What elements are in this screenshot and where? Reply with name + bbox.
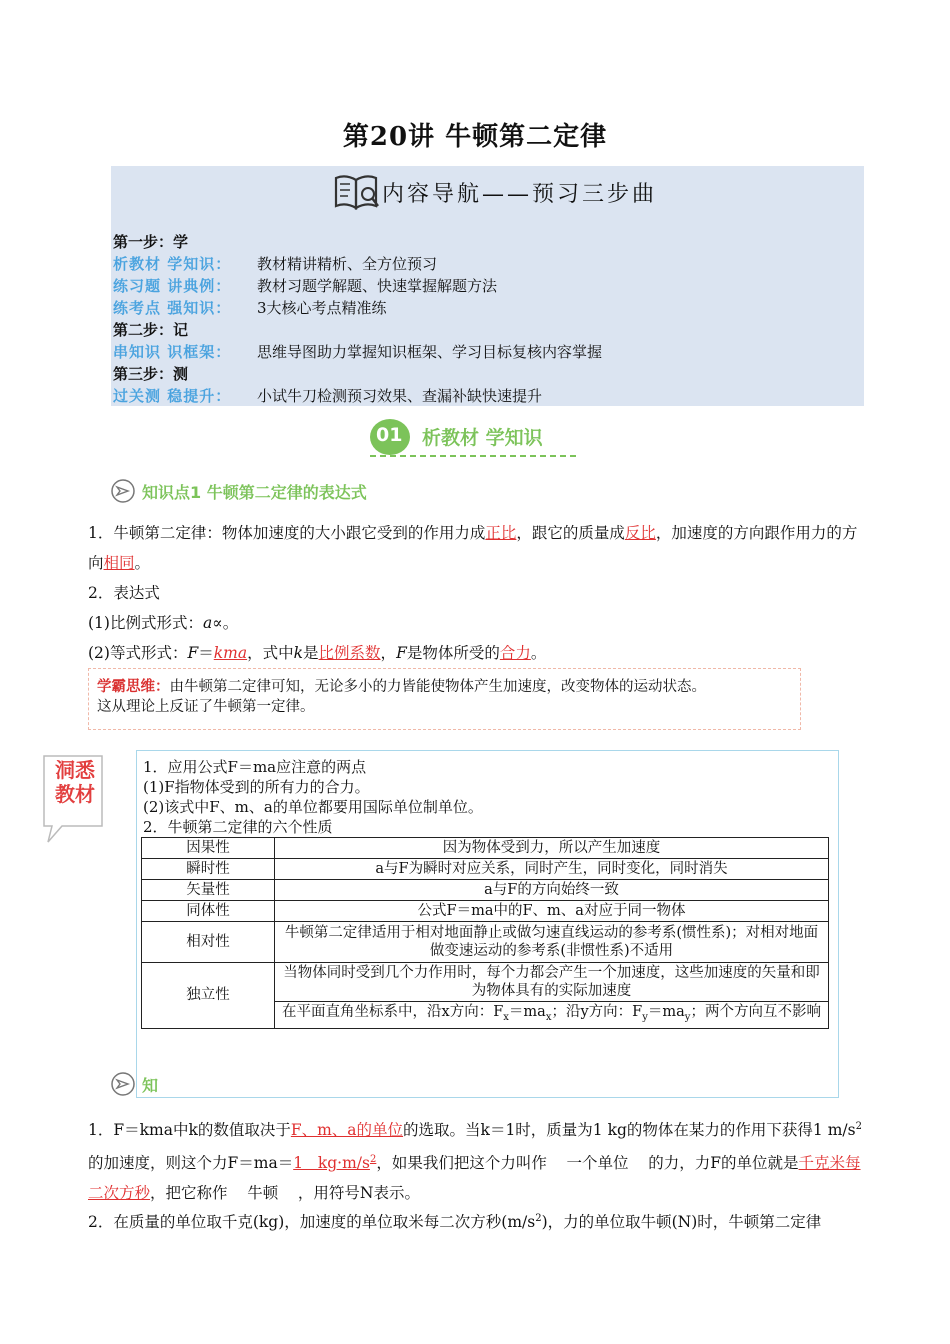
answer-blank: F、m、a的单位 bbox=[290, 1121, 404, 1140]
xueba-label: 学霸思维： bbox=[97, 679, 170, 695]
text: 1．牛顿第二定律：物体加速度的大小跟它受到的作用力成 bbox=[88, 524, 486, 542]
table-row bbox=[142, 838, 829, 859]
subscript: y bbox=[684, 1011, 691, 1023]
nav-row-5-desc: 小试牛刀检测预习效果、查漏补缺快速提升 bbox=[257, 387, 543, 405]
nav-row-2-desc: 教材习题学解题、快速掌握解题方法 bbox=[257, 277, 498, 295]
kp2-heading bbox=[110, 1071, 158, 1097]
insight-badge-text: 洞悉教材 bbox=[55, 758, 95, 806]
section-number: 01 bbox=[376, 424, 403, 446]
text: 。 bbox=[222, 614, 239, 632]
kp1-heading-text: 知识点1 牛顿第二定律的表达式 bbox=[142, 482, 367, 502]
nav-row-2 bbox=[113, 275, 498, 297]
text: ， bbox=[380, 644, 397, 662]
xueba-thinking-box bbox=[88, 668, 801, 730]
table-cell-name: 瞬时性 bbox=[142, 859, 275, 880]
text: 的选取。当k＝1时，质量为1 kg的物体在某力的作用下获得1 m/s bbox=[403, 1121, 856, 1140]
table-cell-desc: 因为物体受到力，所以产生加速度 bbox=[275, 838, 829, 859]
kp1-paragraph-1 bbox=[88, 518, 864, 578]
text: ，加速度的方向跟作用力的方向 bbox=[88, 524, 858, 572]
nav-row-5 bbox=[113, 385, 543, 407]
text: 2．在质量的单位取千克(kg)，加速度的单位取米每二次方秒(m/s bbox=[88, 1213, 536, 1232]
table-row bbox=[142, 922, 829, 963]
text: )，力的单位取牛顿(N)时，牛顿第二定律 bbox=[541, 1213, 822, 1232]
text: ，把它称作 牛顿 ，用符号N表示。 bbox=[150, 1184, 420, 1203]
table-cell-desc: 牛顿第二定律适用于相对地面静止或做匀速直线运动的参考系(惯性系)；对相对地面做变速运动的参考系(非惯性系)不适用 bbox=[275, 922, 829, 963]
insight-line-2: (1)F指物体受到的所有力的合力。 bbox=[143, 778, 370, 796]
arrow-circle-icon bbox=[110, 478, 136, 504]
text: ，式中 bbox=[247, 644, 294, 662]
table-row bbox=[142, 901, 829, 922]
text: (2)等式形式： bbox=[88, 644, 188, 662]
kp1-heading bbox=[110, 478, 367, 504]
answer-blank: 相同 bbox=[103, 554, 135, 572]
answer-blank: 反比 bbox=[624, 524, 656, 542]
kp1-paragraph-4 bbox=[88, 638, 864, 668]
answer-blank: kma bbox=[213, 644, 248, 662]
subscript: y bbox=[642, 1011, 648, 1023]
table-cell-name: 因果性 bbox=[142, 838, 275, 859]
table-cell-name: 独立性 bbox=[142, 963, 275, 1029]
text: 是物体所受的 bbox=[406, 644, 500, 662]
superscript: 2 bbox=[369, 1154, 377, 1166]
text: ，如果我们把这个力叫作 一个单位 的力，力F的单位就是 bbox=[376, 1154, 799, 1173]
formula: a∝ bbox=[202, 614, 223, 632]
xueba-text-1: 由牛顿第二定律可知，无论多小的力皆能使物体产生加速度，改变物体的运动状态。 bbox=[169, 679, 706, 695]
text: ；沿y方向：F bbox=[551, 1004, 643, 1020]
nav-row-4-desc: 思维导图助力掌握知识框架、学习目标复核内容掌握 bbox=[257, 343, 603, 361]
answer-blank: 比例系数 bbox=[318, 644, 381, 662]
step1-label: 第一步：学 bbox=[113, 233, 189, 251]
table-cell-desc-2 bbox=[275, 1002, 829, 1029]
section-label: 析教材 学知识 bbox=[422, 427, 543, 449]
xueba-text-2: 这从理论上反证了牛顿第一定律。 bbox=[97, 699, 315, 715]
step2-label: 第二步：记 bbox=[113, 321, 189, 339]
formula: F bbox=[187, 644, 199, 662]
arrow-circle-icon bbox=[110, 1071, 136, 1097]
superscript: 2 bbox=[855, 1121, 862, 1132]
text: ＝ bbox=[198, 644, 214, 662]
step3-label: 第三步：测 bbox=[113, 365, 189, 383]
nav-row-2-tag: 练习题 讲典例： bbox=[113, 277, 232, 295]
insight-line-3: (2)该式中F、m、a的单位都要用国际单位制单位。 bbox=[143, 798, 483, 816]
properties-table bbox=[141, 837, 829, 1029]
table-cell-desc: 公式F＝ma中的F、m、a对应于同一物体 bbox=[275, 901, 829, 922]
table-row bbox=[142, 880, 829, 901]
table-cell-desc: 当物体同时受到几个力作用时，每个力都会产生一个加速度，这些加速度的矢量和即为物体具有的实际加速度 bbox=[275, 963, 829, 1002]
table-cell-name: 同体性 bbox=[142, 901, 275, 922]
nav-row-4-tag: 串知识 识框架： bbox=[113, 343, 232, 361]
kp1-paragraph-3 bbox=[88, 608, 864, 638]
text: (1)比例式形式： bbox=[88, 614, 203, 632]
nav-header bbox=[332, 170, 657, 214]
section-badge bbox=[366, 416, 580, 460]
nav-row-3-tag: 练考点 强知识： bbox=[113, 299, 232, 317]
kp2-paragraph-1 bbox=[88, 1112, 864, 1208]
text: 是 bbox=[303, 644, 319, 662]
kp2-paragraph-2 bbox=[88, 1204, 864, 1237]
formula: F bbox=[396, 644, 407, 662]
table-cell-name: 相对性 bbox=[142, 922, 275, 963]
subscript: x bbox=[545, 1011, 552, 1023]
text: ＝ma bbox=[647, 1004, 685, 1020]
nav-row-1-tag: 析教材 学知识： bbox=[113, 255, 232, 273]
nav-header-text: 内容导航——预习三步曲 bbox=[382, 181, 658, 207]
text: 1．F＝kma中k的数值取决于 bbox=[88, 1121, 291, 1140]
superscript: 2 bbox=[535, 1213, 542, 1224]
book-icon bbox=[332, 170, 382, 214]
insight-line-4: 2．牛顿第二定律的六个性质 bbox=[143, 818, 333, 836]
subscript: x bbox=[503, 1011, 509, 1023]
nav-row-5-tag: 过关测 稳提升： bbox=[113, 387, 232, 405]
nav-row-3-desc: 3大核心考点精准练 bbox=[257, 299, 387, 317]
nav-row-3 bbox=[113, 297, 387, 319]
kp2-heading-text: 知 bbox=[142, 1075, 159, 1095]
answer-blank: 千克米每二次方秒 bbox=[88, 1154, 861, 1203]
table-cell-desc: a与F的方向始终一致 bbox=[275, 880, 829, 901]
table-cell-name: 矢量性 bbox=[142, 880, 275, 901]
formula: k bbox=[293, 644, 304, 662]
table-row bbox=[142, 859, 829, 880]
text: 。 bbox=[530, 644, 547, 662]
text: 的加速度，则这个力F＝ma＝ bbox=[88, 1154, 294, 1173]
text: 。 bbox=[134, 554, 151, 572]
answer-blank: 正比 bbox=[485, 524, 517, 542]
page-title: 第20讲 牛顿第二定律 bbox=[342, 122, 608, 152]
answer-blank: 合力 bbox=[499, 644, 531, 662]
kp1-paragraph-2: 2．表达式 bbox=[88, 584, 160, 602]
table-row bbox=[142, 963, 829, 1002]
nav-row-1 bbox=[113, 253, 438, 275]
nav-row-1-desc: 教材精讲精析、全方位预习 bbox=[257, 255, 438, 273]
text: ，跟它的质量成 bbox=[516, 524, 625, 542]
text: ＝ma bbox=[508, 1004, 546, 1020]
insight-line-1: 1．应用公式F＝ma应注意的两点 bbox=[143, 758, 367, 776]
text: ；两个方向互不影响 bbox=[690, 1004, 821, 1020]
answer-blank: 1 kg·m/s bbox=[293, 1154, 370, 1173]
table-cell-desc: a与F为瞬时对应关系，同时产生，同时变化，同时消失 bbox=[275, 859, 829, 880]
nav-row-4 bbox=[113, 341, 603, 363]
text: 在平面直角坐标系中，沿x方向：F bbox=[282, 1004, 504, 1020]
